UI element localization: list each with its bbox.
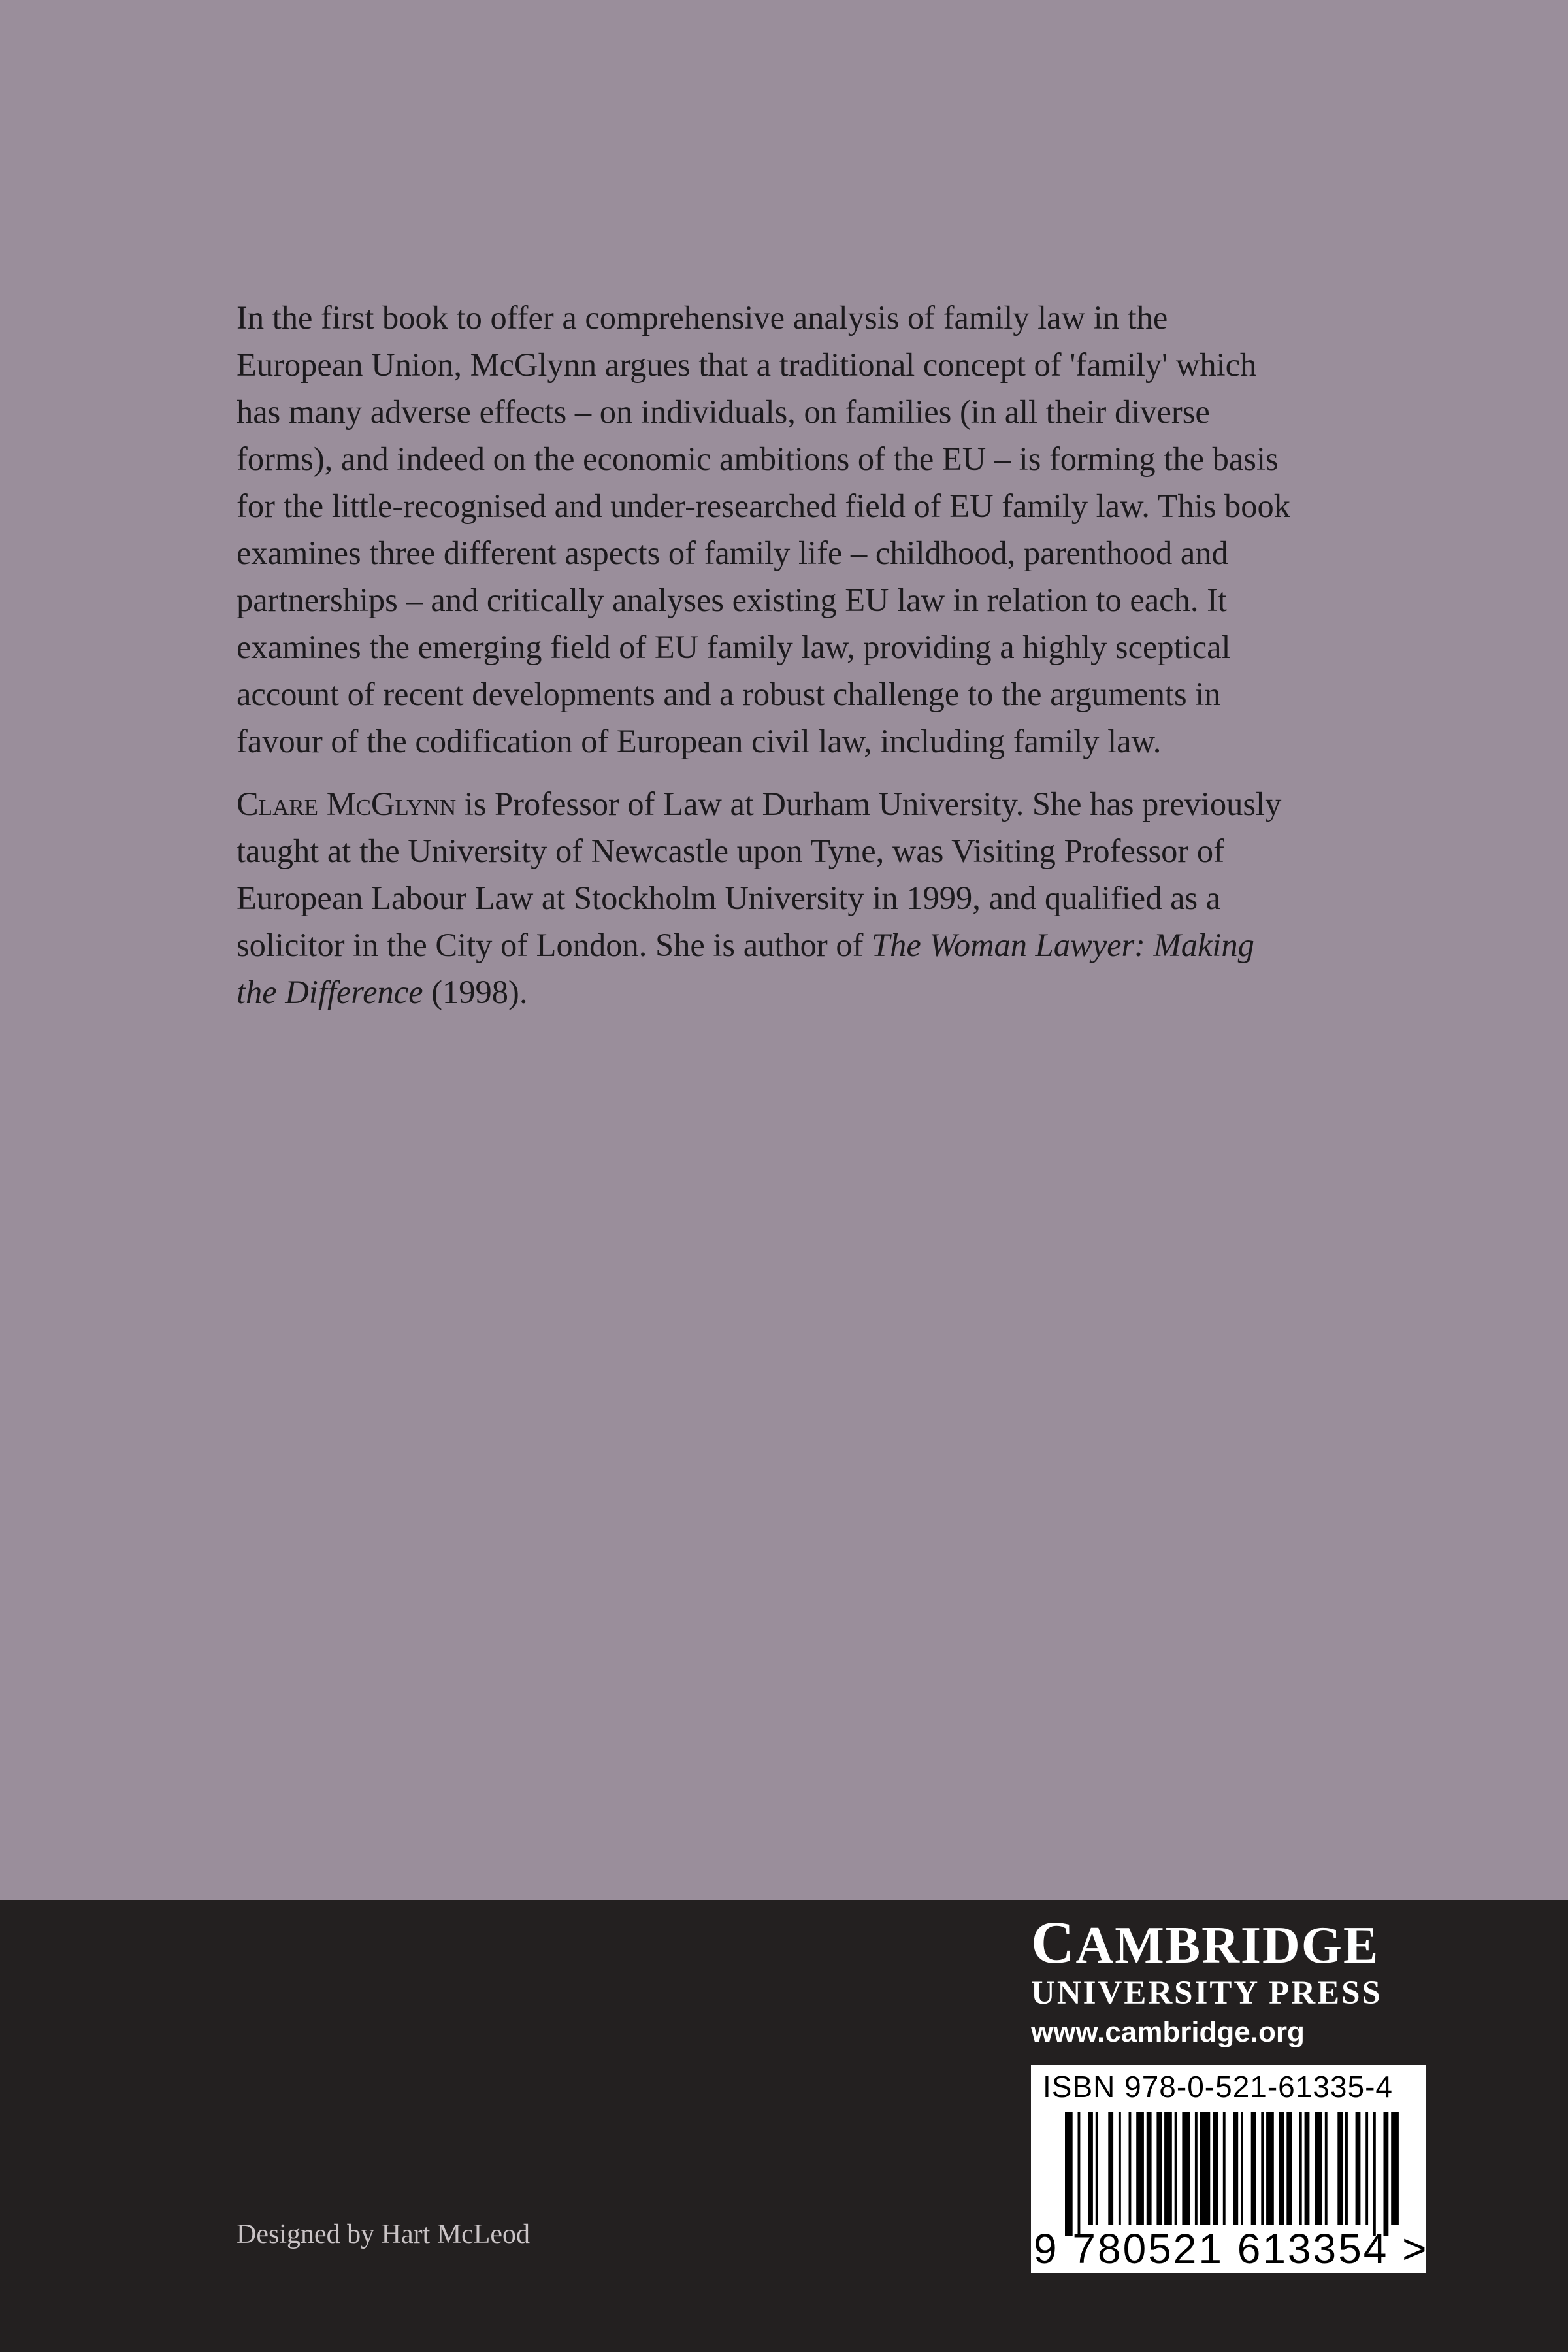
author-bio-text: is Professor of Law at Durham University. She has previously taught at the University of Newcastle upon Tyne, was Visiting Professor of European Labour Law at Stockholm University in 1999, and qualified as a solicitor in the City of London. She is author of xyxy=(237,786,1282,963)
barcode-bar xyxy=(1266,2112,1274,2225)
barcode-bar xyxy=(1261,2112,1264,2225)
barcode-bar xyxy=(1182,2112,1190,2225)
barcode-box xyxy=(1031,2065,1429,2273)
publisher-name xyxy=(1031,1909,1426,1976)
publisher-name-rest: AMBRIDGE xyxy=(1075,1917,1380,1974)
barcode-bar xyxy=(1315,2112,1322,2225)
barcode-bar xyxy=(1337,2112,1343,2225)
author-book-title: The Woman Lawyer: Making the Difference xyxy=(237,927,1254,1010)
barcode-bar xyxy=(1279,2112,1284,2225)
barcode-bar xyxy=(1286,2112,1292,2225)
barcode-bar xyxy=(1305,2112,1310,2225)
barcode-bar xyxy=(1156,2112,1162,2225)
barcode-bar xyxy=(1241,2112,1243,2225)
barcode-bar xyxy=(1345,2112,1348,2225)
barcode-bar xyxy=(1299,2112,1302,2225)
isbn-label: ISBN 978-0-521-61335-4 xyxy=(1043,2070,1393,2104)
barcode-bar xyxy=(1213,2112,1218,2225)
barcode-bar xyxy=(1164,2112,1172,2225)
publisher-name-initial: C xyxy=(1031,1909,1076,1976)
barcode-bar xyxy=(1325,2112,1328,2225)
barcode-bar xyxy=(1096,2112,1098,2225)
barcode-bar xyxy=(1373,2112,1376,2236)
publisher-url: www.cambridge.org xyxy=(1031,2016,1305,2048)
barcode-bar xyxy=(1233,2112,1238,2225)
barcode-bar xyxy=(1088,2112,1093,2225)
blurb-text-block xyxy=(237,294,1295,1016)
barcode-bar xyxy=(1195,2112,1198,2225)
barcode-bar xyxy=(1136,2112,1144,2225)
barcode-bar xyxy=(1223,2112,1226,2225)
author-bio-paragraph xyxy=(237,780,1295,1016)
barcode-bar xyxy=(1200,2112,1211,2225)
barcode-digits: 9 780521 613354 > xyxy=(1034,2225,1429,2272)
barcode-bar xyxy=(1365,2112,1368,2225)
barcode-bar xyxy=(1078,2112,1081,2236)
author-bio-year: (1998). xyxy=(423,974,528,1010)
barcode-bar xyxy=(1119,2112,1121,2225)
barcode-bar xyxy=(1251,2112,1256,2225)
barcode-bar xyxy=(1147,2112,1152,2225)
barcode-bar xyxy=(1129,2112,1132,2225)
designer-credit: Designed by Hart McLeod xyxy=(237,2219,531,2249)
description-paragraph: In the first book to offer a comprehensive analysis of family law in the European Union, McGlynn argues that a traditional concept of 'family' which has many adverse effects – on individuals, on families (in all their diverse forms), and indeed on the economic ambitions of the EU – is forming the basis for the little-recognised and under-researched field of EU family law. This book examines three different aspects of family life – childhood, parenthood and partnerships – and critically analyses existing EU law in relation to each. It examines the emerging field of EU family law, providing a highly sceptical account of recent developments and a robust challenge to the arguments in favour of the codification of European civil law, including family law. xyxy=(237,299,1291,759)
barcode-bar xyxy=(1384,2112,1389,2236)
barcode-bar xyxy=(1108,2112,1113,2225)
barcode-bar xyxy=(1356,2112,1361,2225)
barcode-bar xyxy=(1391,2112,1399,2225)
barcode-bar xyxy=(1175,2112,1177,2225)
author-name: Clare McGlynn xyxy=(237,786,457,822)
publisher-logo xyxy=(1031,1909,1426,2050)
barcode-bar xyxy=(1065,2112,1073,2236)
publisher-subtitle: UNIVERSITY PRESS xyxy=(1031,1975,1382,2012)
